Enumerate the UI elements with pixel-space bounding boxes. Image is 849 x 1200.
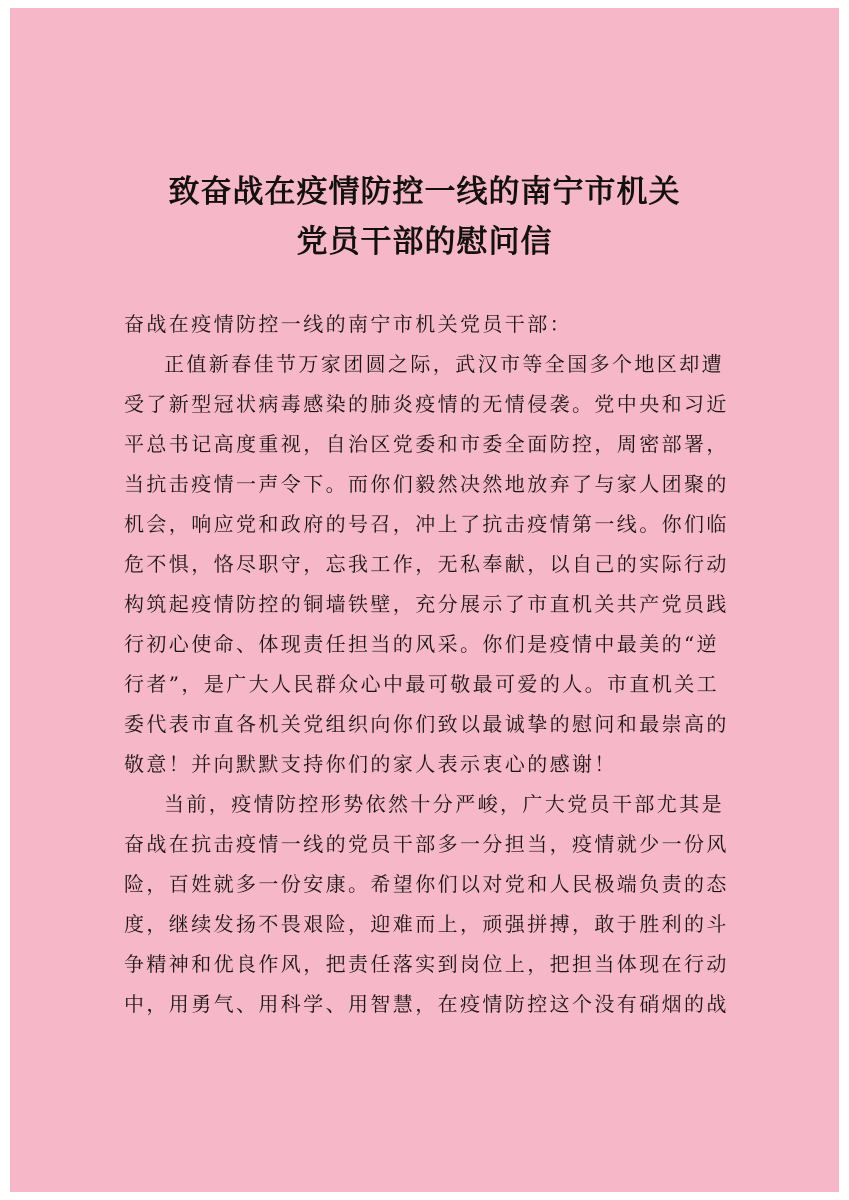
title-line-2: 党员干部的慰问信	[296, 224, 553, 260]
body-line: 敬意！并向默默支持你们的家人表示衷心的感谢！	[124, 752, 617, 776]
body-line: 正值新春佳节万家团圆之际，武汉市等全国多个地区却遭	[164, 352, 724, 376]
body-line: 当抗击疫情一声令下。而你们毅然决然地放弃了与家人团聚的	[124, 472, 729, 496]
body-line: 机会，响应党和政府的号召，冲上了抗击疫情第一线。你们临	[124, 512, 729, 536]
body-line: 受了新型冠状病毒感染的肺炎疫情的无情侵袭。党中央和习近	[124, 392, 729, 416]
body-line: 险，百姓就多一份安康。希望你们以对党和人民极端负责的态	[124, 872, 729, 896]
body-line: 委代表市直各机关党组织向你们致以最诚挚的慰问和最崇高的	[124, 712, 729, 736]
body-line: 中，用勇气、用科学、用智慧，在疫情防控这个没有硝烟的战	[124, 992, 729, 1016]
body-line: 度，继续发扬不畏艰险，迎难而上，顽强拼搏，敢于胜利的斗	[124, 912, 729, 936]
body-line: 奋战在抗击疫情一线的党员干部多一分担当，疫情就少一份风	[124, 832, 729, 856]
letter-page	[10, 8, 839, 1192]
body-line: 危不惧，恪尽职守，忘我工作，无私奉献，以自己的实际行动	[124, 552, 729, 576]
salutation: 奋战在疫情防控一线的南宁市机关党员干部：	[124, 312, 572, 336]
title-line-1: 致奋战在疫情防控一线的南宁市机关	[168, 174, 681, 210]
body-line: 当前，疫情防控形势依然十分严峻，广大党员干部尤其是	[164, 792, 724, 816]
body-line: 构筑起疫情防控的铜墙铁壁，充分展示了市直机关共产党员践	[124, 592, 729, 616]
body-line: 平总书记高度重视，自治区党委和市委全面防控，周密部署，	[124, 432, 729, 456]
body-line: 争精神和优良作风，把责任落实到岗位上，把担当体现在行动	[124, 952, 729, 976]
body-line: 行者”，是广大人民群众心中最可敬最可爱的人。市直机关工	[124, 672, 720, 696]
body-line: 行初心使命、体现责任担当的风采。你们是疫情中最美的“逆	[124, 632, 720, 656]
